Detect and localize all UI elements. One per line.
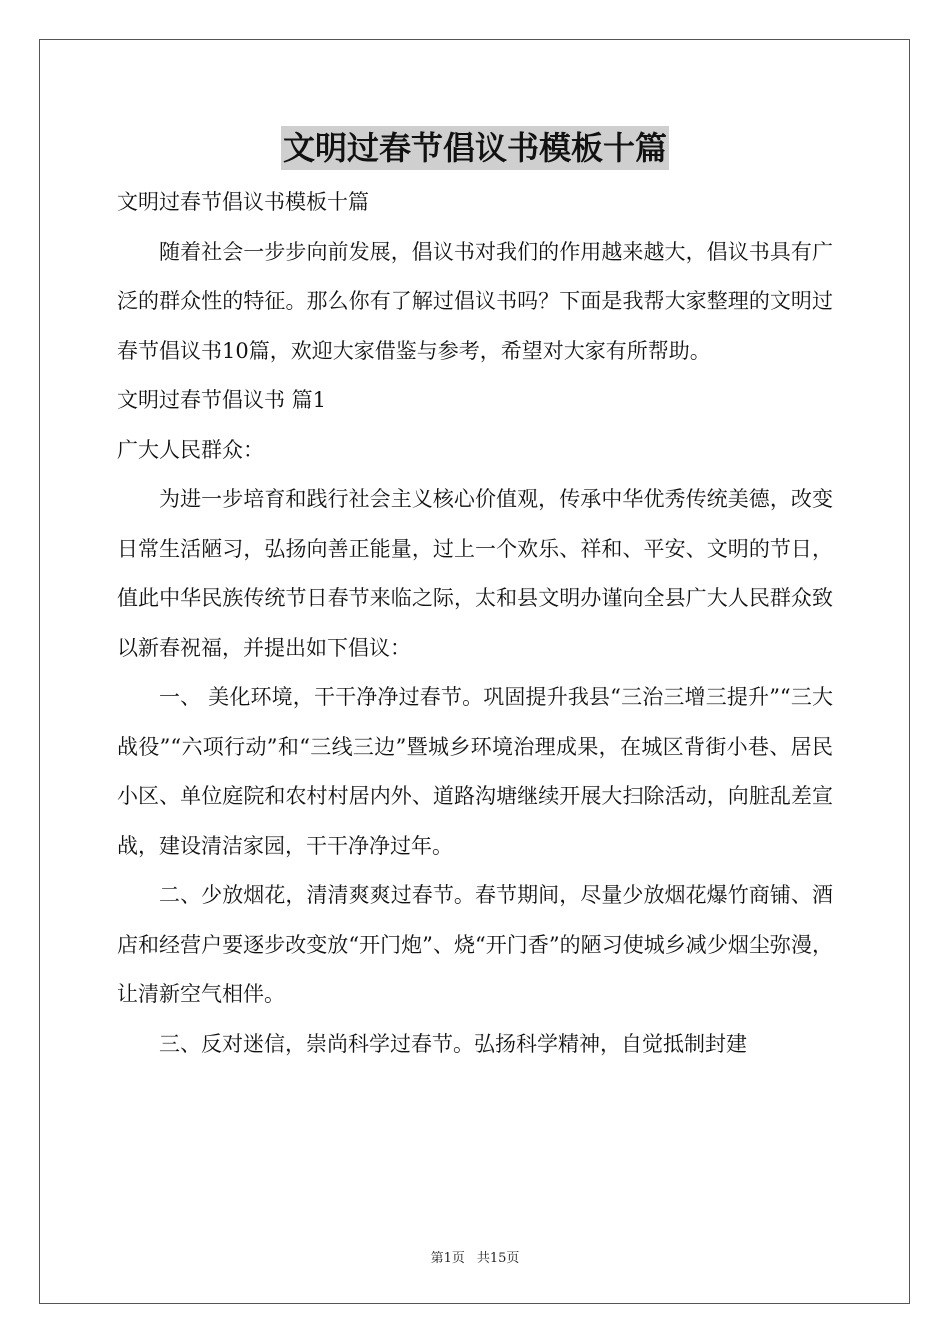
document-subtitle: 文明过春节倡议书模板十篇 xyxy=(117,190,369,214)
intro-paragraph: 随着社会一步步向前发展，倡议书对我们的作用越来越大，倡议书具有广泛的群众性的特征。那么你有了解过倡议书吗？下面是我帮大家整理的文明过春节倡议书10篇，欢迎大家借鉴与参考，希望对大家有所帮助。 xyxy=(117,239,833,363)
page-number: 第1页 xyxy=(430,1251,465,1266)
page-total: 共15页 xyxy=(476,1251,520,1266)
page-footer xyxy=(0,1247,950,1266)
document-title: 文明过春节倡议书模板十篇 xyxy=(281,126,669,170)
body-paragraph-4: 三、反对迷信，崇尚科学过春节。弘扬科学精神，自觉抵制封建 xyxy=(159,1031,747,1056)
section-heading: 文明过春节倡议书 篇1 xyxy=(117,388,327,412)
body-paragraph-2: 一、 美化环境，干干净净过春节。巩固提升我县“三治三增三提升”“三大战役”“六项行动”和“三线三边”暨城乡环境治理成果，在城区背街小巷、居民小区、单位庭院和农村村居内外、道路沟塘继续开展大扫除活动，向脏乱差宣战，建设清洁家园，干干净净过年。 xyxy=(117,685,833,858)
body-paragraph-3: 二、少放烟花，清清爽爽过春节。春节期间，尽量少放烟花爆竹商铺、酒店和经营户要逐步改变放“开门炮”、烧“开门香”的陋习使城乡减少烟尘弥漫，让清新空气相伴。 xyxy=(117,883,833,1006)
document-body xyxy=(117,178,833,1069)
title-container xyxy=(0,126,950,170)
salutation: 广大人民群众： xyxy=(117,437,264,462)
body-paragraph-1: 为进一步培育和践行社会主义核心价值观，传承中华优秀传统美德，改变日常生活陋习，弘扬向善正能量，过上一个欢乐、祥和、平安、文明的节日，值此中华民族传统节日春节来临之际，太和县文明办谨向全县广大人民群众致以新春祝福，并提出如下倡议： xyxy=(117,487,833,660)
